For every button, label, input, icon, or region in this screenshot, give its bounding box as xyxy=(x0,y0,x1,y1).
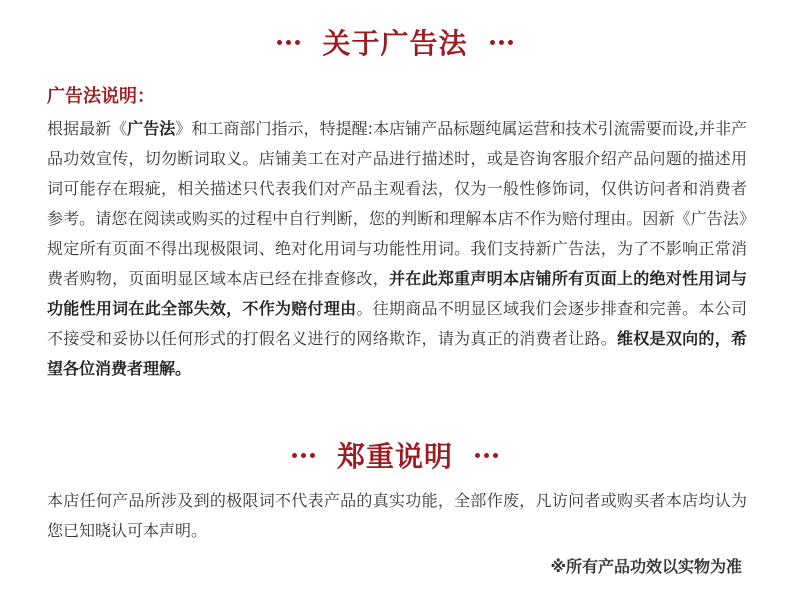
paragraph-segment: 。往期商品不明显区域我们会逐步排查和完善。本公司不接受和妥协以任何形式的打假名义进行的网络欺诈，请为真正的消费者让路。 xyxy=(47,299,747,348)
paragraph-segment-bold: 维权是双向的，希望各位消费者理解。 xyxy=(47,329,747,378)
paragraph-segment: 》和工商部门指示，特提醒:本店铺产品标题纯属运营和技术引流需要而设,并非产品功效宣传，切勿断词取义。店铺美工在对产品进行描述时，或是咨询客服介绍产品问题的描述用词可能存在瑕疵，相关描述只代表我们对产品主观看法，仅为一般性修饰词，仅供访问者和消费者参考。请您在阅读或购买的过程中自行判断，您的判断和理解本店不作为赔付理由。因新《广告法》规定所有页面不得出现极限词、绝对化用词与功能性用词。我们支持新广告法，为了不影响正常消费者购物，页面明显区域本店已经在排查修改， xyxy=(47,119,747,288)
section-title-text: 关于广告法 xyxy=(322,27,468,60)
section-title-solemn-statement xyxy=(0,435,790,475)
subheading-law-explanation: 广告法说明： xyxy=(47,86,155,107)
law-explanation-paragraph xyxy=(47,114,747,384)
decorative-dots-icon xyxy=(490,40,513,45)
decorative-dots-icon xyxy=(292,453,315,458)
section-title-advertising-law xyxy=(0,22,790,62)
statement-paragraph: 本店任何产品所涉及到的极限词不代表产品的真实功能，全部作废，凡访问者或购买者本店均认为您已知晓认可本声明。 xyxy=(47,491,747,540)
paragraph-segment-bold: 并在此郑重声明本店铺所有页面上的绝对性用词与功能性用词在此全部失效，不作为赔付理由 xyxy=(47,269,747,318)
section-title-text: 郑重说明 xyxy=(336,440,453,473)
footnote: ※所有产品功效以实物为准 xyxy=(550,557,742,576)
decorative-dots-icon xyxy=(475,453,498,458)
paragraph-segment-bold: 广告法 xyxy=(127,119,176,138)
paragraph-segment: 根据最新《 xyxy=(47,119,128,138)
decorative-dots-icon xyxy=(277,40,300,45)
